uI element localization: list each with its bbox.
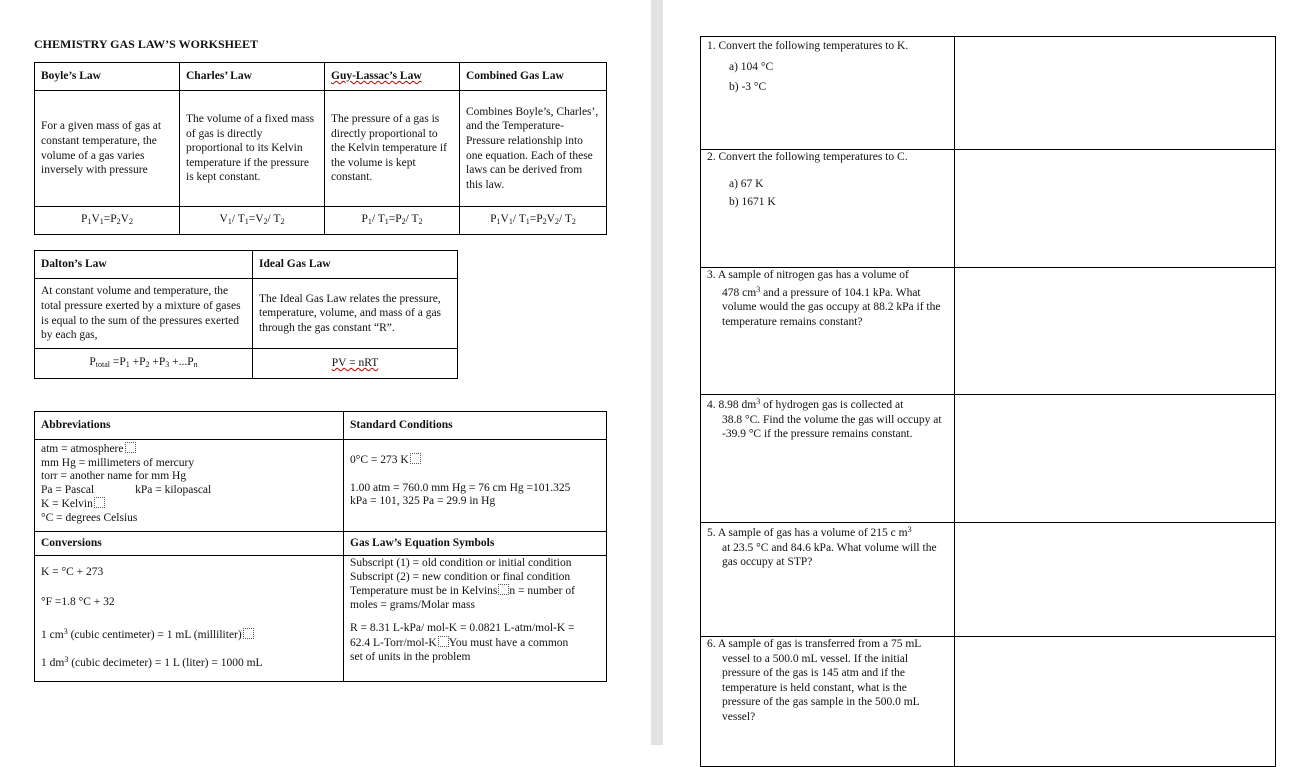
answer-6-cell[interactable] <box>955 637 1276 767</box>
abbr-atm: atm = atmosphere <box>41 443 124 455</box>
question-1-a: a) 104 °C <box>729 60 774 73</box>
question-5-line-1: 5. A sample of gas has a volume of 215 c $m^3$ <box>707 525 912 539</box>
abbr-kpa: kPa = kilopascal <box>135 483 212 496</box>
worksheet-title: CHEMISTRY GAS LAW’S WORKSHEET <box>34 37 258 51</box>
boyles-formula: $P_1V_1=P_2V_2$ <box>35 207 180 235</box>
formatting-mark <box>125 442 136 453</box>
gas-laws-table <box>34 62 607 235</box>
question-6-cell <box>701 637 955 767</box>
right-page <box>663 0 1310 745</box>
header-standard-conditions: Standard Conditions <box>344 412 607 440</box>
conv-kelvin: K = °C + 273 <box>41 566 104 578</box>
formatting-mark <box>410 453 421 464</box>
abbreviations-cell <box>35 440 344 532</box>
conv-dm3: 1 $dm^3$ (cubic decimeter) = 1 L (liter) = 1000 mL <box>41 654 263 669</box>
sym-r-4: set of units in the problem <box>350 650 471 663</box>
question-1-text: 1. Convert the following temperatures to K. <box>707 40 909 52</box>
page-gutter <box>651 0 663 745</box>
question-4-lead-rest: of hydrogen gas is collected at <box>763 399 904 411</box>
symbols-cell <box>344 556 607 682</box>
std-pressure-line-2: kPa = 101, 325 Pa = 29.9 in Hg <box>350 495 496 508</box>
dalton-ideal-table <box>34 250 458 379</box>
question-6-lead: 6. A sample of gas is transferred from a 75 mL <box>707 638 922 650</box>
question-1-cell <box>701 37 955 150</box>
formatting-mark <box>438 636 449 647</box>
question-2-a: a) 67 K <box>729 177 764 190</box>
question-5-rest: at 23.5 °C and 84.6 kPa. What volume will the gas occupy at STP? <box>722 541 937 569</box>
sym-r-2: 62.4 L-Torr/mol-K <box>350 636 437 649</box>
charles-description: The volume of a fixed mass of gas is directly proportional to its Kelvin temperature if the pressure is kept constant. <box>180 91 325 207</box>
question-3-lead: 3. A sample of nitrogen gas has a volume of <box>707 269 909 281</box>
formatting-mark <box>94 497 105 508</box>
answer-4-cell[interactable] <box>955 395 1276 523</box>
question-5-cell <box>701 523 955 637</box>
sym-n: n = number of <box>509 585 575 598</box>
question-4-lead: 4. 8.98 dm <box>707 399 757 411</box>
std-temperature: 0°C = 273 K <box>350 454 409 466</box>
combined-description: Combines Boyle’s, Charles’, and the Temperature-Pressure relationship into one equation. Each of these laws can be derived from this law. <box>460 91 607 207</box>
abbr-pa: Pa = Pascal <box>41 483 95 496</box>
header-ideal-gas-law: Ideal Gas Law <box>253 251 458 279</box>
ideal-gas-formula <box>253 349 458 379</box>
header-conversions: Conversions <box>35 532 344 556</box>
charles-formula: $V_1/$ $T_1=V_2/$ $T_2$ <box>180 207 325 235</box>
question-2-text: 2. Convert the following temperatures to C. <box>707 151 908 163</box>
left-page <box>0 0 651 745</box>
formatting-mark <box>243 628 254 639</box>
question-2-b: b) 1671 K <box>729 196 776 209</box>
conv-dm3-text: (cubic decimeter) = 1 L (liter) = 1000 mL <box>71 656 263 669</box>
daltons-formula: $P_{total} =P_1 +P_2 +P_3 +...P_n$ <box>35 349 253 379</box>
conversions-cell <box>35 556 344 682</box>
question-3-volume: 478 cm <box>722 286 757 299</box>
question-4-cell <box>701 395 955 523</box>
standard-conditions-cell <box>344 440 607 532</box>
ideal-gas-description: The Ideal Gas Law relates the pressure, temperature, volume, and mass of a gas through the gas constant “R”. <box>253 279 458 349</box>
header-charles-law: Charles’ Law <box>180 63 325 91</box>
question-6-rest: vessel to a 500.0 mL vessel. If the initial pressure of the gas is 145 atm and if the temperature is held constant, what is the pressure of the gas sample in the 500.0 mL vessel? <box>722 652 920 723</box>
abbr-mmhg: mm Hg = millimeters of mercury <box>41 456 195 469</box>
abbr-celsius: °C = degrees Celsius <box>41 511 138 524</box>
sym-r-1: R = 8.31 L-kPa/ mol-K = 0.0821 L-atm/mol-K = <box>350 622 575 635</box>
question-3-rest: volume would the gas occupy at 88.2 kPa if the temperature remains constant? <box>722 301 941 328</box>
daltons-description: At constant volume and temperature, the total pressure exerted by a mixture of gases is equal to the sum of the pressures exerted by each gas, <box>35 279 253 349</box>
question-4-rest: 38.8 °C. Find the volume the gas will occupy at -39.9 °C if the pressure remains constant. <box>722 413 942 441</box>
question-5-lead: 5. A sample of gas has a volume of 215 c m <box>707 527 908 539</box>
combined-formula: $P_1V_1/$ $T_1=P_2V_2/$ $T_2$ <box>460 207 607 235</box>
std-pressure-line-1: 1.00 atm = 760.0 mm Hg = 76 cm Hg =101.325 <box>350 481 571 494</box>
ideal-formula-text: PV = nRT <box>331 357 379 370</box>
conv-fahrenheit: °F =1.8 °C + 32 <box>41 595 115 608</box>
formatting-mark <box>498 584 509 595</box>
answer-3-cell[interactable] <box>955 268 1276 395</box>
guy-lussac-formula: $P_1/$ $T_1=P_2/$ $T_2$ <box>325 207 460 235</box>
header-guy-lussac-law <box>325 63 460 91</box>
question-3-line-2: 478 $cm^3$ and a pressure of 104.1 kPa. What <box>722 284 921 299</box>
abbr-torr: torr = another name for mm Hg <box>41 470 187 483</box>
sym-r-3: You must have a common <box>448 636 569 649</box>
header-equation-symbols: Gas Law’s Equation Symbols <box>344 532 607 556</box>
header-daltons-law: Dalton’s Law <box>35 251 253 279</box>
reference-table <box>34 411 607 682</box>
conv-cm3-text: (cubic centimeter) = 1 mL (milliliter) <box>70 629 242 642</box>
boyles-description: For a given mass of gas at constant temperature, the volume of a gas varies inversely with pressure <box>35 91 180 207</box>
sym-subscript-2: Subscript (2) = new condition or final condition <box>350 570 571 583</box>
answer-5-cell[interactable] <box>955 523 1276 637</box>
question-1-b: b) -3 °C <box>729 81 767 94</box>
sym-subscript-1: Subscript (1) = old condition or initial condition <box>350 557 572 569</box>
answer-1-cell[interactable] <box>955 37 1276 150</box>
answer-2-cell[interactable] <box>955 150 1276 268</box>
header-combined-gas-law: Combined Gas Law <box>460 63 607 91</box>
questions-table <box>700 36 1276 767</box>
header-boyles-law: Boyle’s Law <box>35 63 180 91</box>
question-3-cell <box>701 268 955 395</box>
abbr-kelvin: K = Kelvin <box>41 498 93 511</box>
conv-cm3: 1 $cm^3$ (cubic centimeter) = 1 mL (milliliter) <box>41 625 337 643</box>
guy-lussac-description: The pressure of a gas is directly proportional to the Kelvin temperature if the volume is kept constant. <box>325 91 460 207</box>
guy-lussac-label: Guy-Lassac’s Law <box>331 70 422 83</box>
sym-temperature: Temperature must be in Kelvins <box>350 585 498 598</box>
question-3-pressure: and a pressure of 104.1 kPa. What <box>763 286 921 299</box>
header-abbreviations: Abbreviations <box>35 412 344 440</box>
sym-moles: moles = grams/Molar mass <box>350 598 475 611</box>
question-4-line-1: 4. 8.98 $dm^3$ of hydrogen gas is collected at <box>707 397 904 411</box>
question-2-cell <box>701 150 955 268</box>
